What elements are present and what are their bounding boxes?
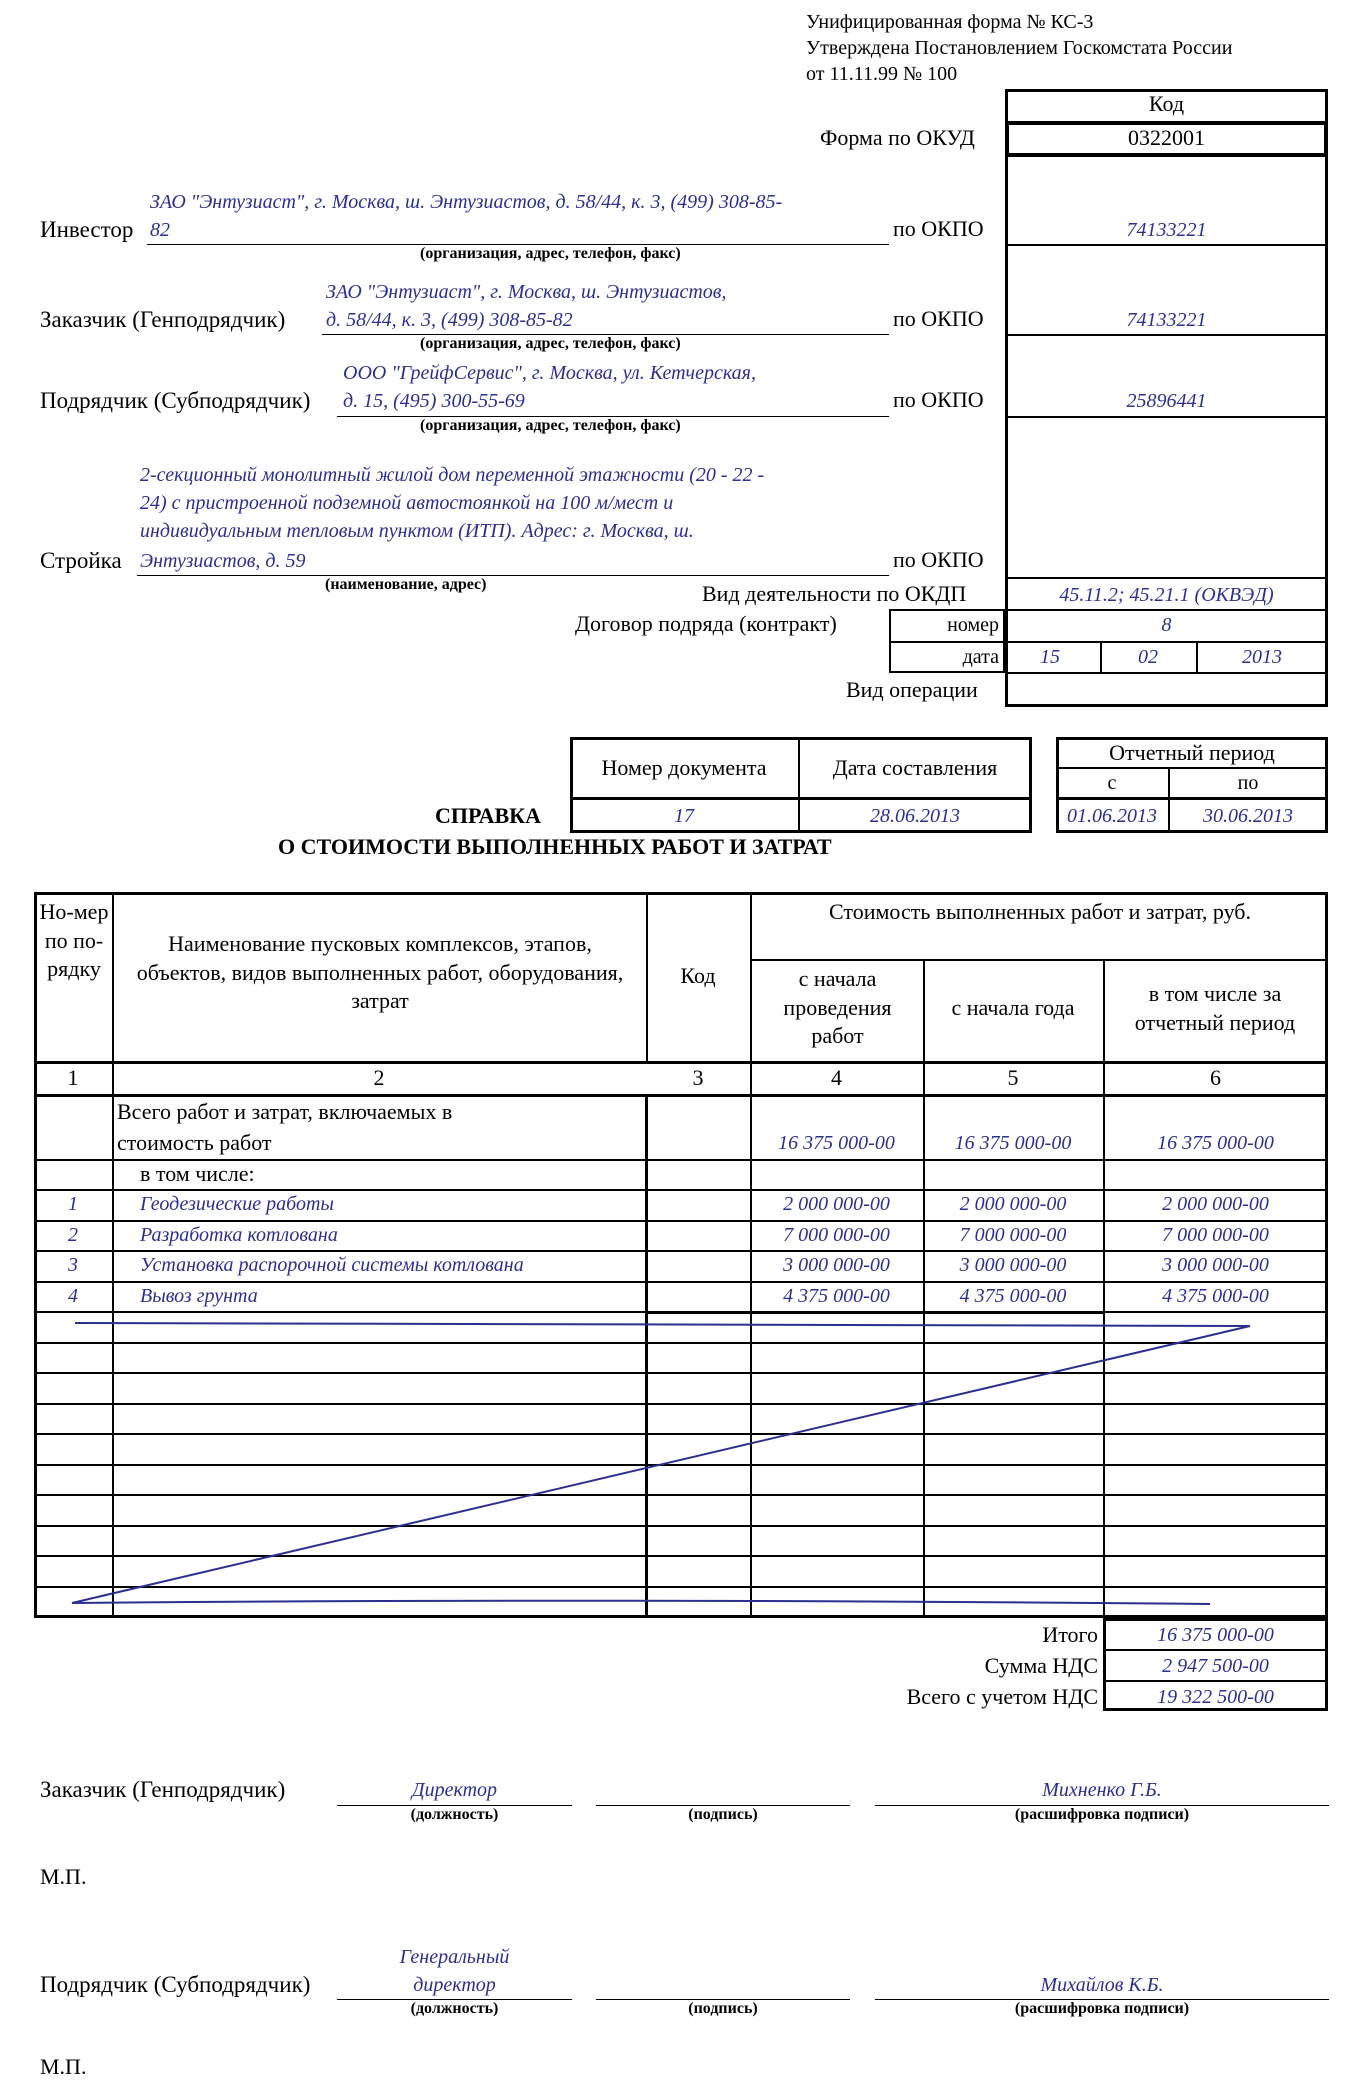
row-v1: 7 000 000-00 xyxy=(783,1224,890,1246)
row-name: Установка распорочной системы котлована xyxy=(140,1254,524,1276)
period-from-value: 01.06.2013 xyxy=(1067,805,1157,827)
doc-number-header: Номер документа xyxy=(601,755,767,780)
th-name: Наименование пусковых комплексов, этапов, объектов, видов выполненных работ, оборудования, затрат xyxy=(136,931,624,1014)
th-from-start: с начала проведения работ xyxy=(783,966,892,1049)
row-v3: 7 000 000-00 xyxy=(1162,1224,1269,1246)
total-vat-label: Всего с учетом НДС xyxy=(906,1684,1098,1709)
investor-label: Инвестор xyxy=(40,217,134,242)
okud-value: 0322001 xyxy=(1128,125,1205,150)
form-approved: Утверждена Постановлением Госкомстата России xyxy=(806,37,1233,59)
contract-date-day: 15 xyxy=(1040,646,1060,668)
itogo-label: Итого xyxy=(1042,1622,1098,1647)
sig-contractor-name: Михайлов К.Б. xyxy=(1040,1974,1164,1996)
th-number: Но-мер по по-рядку xyxy=(39,899,109,982)
contractor-label: Подрядчик (Субподрядчик) xyxy=(40,388,311,413)
contractor-caption: (организация, адрес, телефон, факс) xyxy=(420,417,681,434)
including-label: в том числе: xyxy=(140,1161,255,1186)
sig-contractor-cap-position: (должность) xyxy=(410,2000,499,2017)
vat-label: Сумма НДС xyxy=(984,1653,1098,1678)
contractor-okpo: 25896441 xyxy=(1126,390,1207,412)
investor-line2: 82 xyxy=(150,219,170,241)
row-name: Геодезические работы xyxy=(140,1193,334,1215)
sig-contractor-label: Подрядчик (Субподрядчик) xyxy=(40,1972,311,1997)
title-2: О СТОИМОСТИ ВЫПОЛНЕННЫХ РАБОТ И ЗАТРАТ xyxy=(278,834,832,859)
col-num-3: 3 xyxy=(692,1065,704,1090)
period-to-label: по xyxy=(1237,772,1259,794)
row-num: 2 xyxy=(68,1224,78,1246)
row-v1: 2 000 000-00 xyxy=(783,1193,890,1215)
investor-caption: (организация, адрес, телефон, факс) xyxy=(420,245,681,262)
row-v1: 3 000 000-00 xyxy=(783,1254,890,1276)
site-line4: Энтузиастов, д. 59 xyxy=(140,550,306,572)
form-name: Унифицированная форма № КС-3 xyxy=(806,11,1094,33)
th-from-year: с начала года xyxy=(951,995,1075,1020)
customer-okpo-label: по ОКПО xyxy=(893,306,984,331)
th-period: в том числе за отчетный период xyxy=(1134,981,1296,1035)
stamp-2: М.П. xyxy=(40,2054,87,2079)
doc-number-value: 17 xyxy=(674,805,694,827)
row-v2: 4 375 000-00 xyxy=(959,1285,1067,1307)
row-v2: 7 000 000-00 xyxy=(959,1224,1067,1246)
col-num-6: 6 xyxy=(1210,1065,1221,1090)
th-code: Код xyxy=(680,963,716,988)
investor-okpo: 74133221 xyxy=(1126,219,1207,241)
total-v3: 16 375 000-00 xyxy=(1157,1132,1274,1154)
col-num-5: 5 xyxy=(1007,1065,1019,1090)
customer-label: Заказчик (Генподрядчик) xyxy=(40,307,286,332)
row-num: 3 xyxy=(68,1254,78,1276)
row-v3: 2 000 000-00 xyxy=(1162,1193,1269,1215)
total-v2: 16 375 000-00 xyxy=(954,1132,1072,1154)
sig-contractor-position-1: Генеральный xyxy=(399,1946,510,1968)
sig-customer-cap-position: (должность) xyxy=(410,1806,499,1823)
okdp-value: 45.11.2; 45.21.1 (ОКВЭД) xyxy=(1059,584,1274,606)
okdp-label: Вид деятельности по ОКДП xyxy=(702,581,967,606)
sig-customer-cap-name: (расшифровка подписи) xyxy=(1014,1806,1190,1823)
row-num: 4 xyxy=(68,1285,78,1307)
total-name-2: стоимость работ xyxy=(117,1130,272,1155)
sig-contractor-position-2: директор xyxy=(413,1974,496,1996)
code-header: Код xyxy=(1148,91,1185,116)
site-okpo-label: по ОКПО xyxy=(893,547,984,572)
contract-date-month: 02 xyxy=(1138,646,1158,668)
contract-number-label: номер xyxy=(947,614,999,636)
doc-date-value: 28.06.2013 xyxy=(870,805,960,827)
period-from-label: с xyxy=(1107,772,1117,794)
total-name-1: Всего работ и затрат, включаемых в xyxy=(117,1099,453,1124)
row-v3: 4 375 000-00 xyxy=(1162,1285,1269,1307)
doc-date-header: Дата составления xyxy=(832,755,998,780)
row-v3: 3 000 000-00 xyxy=(1162,1254,1269,1276)
site-line2: 24) с пристроенной подземной автостоянкой на 100 м/мест и xyxy=(140,492,674,514)
sig-customer-cap-signature: (подпись) xyxy=(688,1806,758,1823)
vat-value: 2 947 500-00 xyxy=(1162,1655,1269,1677)
sig-contractor-cap-name: (расшифровка подписи) xyxy=(1014,2000,1190,2017)
stamp-1: М.П. xyxy=(40,1864,87,1889)
contract-number-value: 8 xyxy=(1161,614,1172,636)
period-header: Отчетный период xyxy=(1109,740,1275,765)
itogo-value: 16 375 000-00 xyxy=(1157,1624,1274,1646)
site-caption: (наименование, адрес) xyxy=(325,576,487,593)
customer-line1: ЗАО "Энтузиаст", г. Москва, ш. Энтузиастов, xyxy=(326,281,727,303)
okud-label: Форма по ОКУД xyxy=(820,125,975,150)
site-label: Стройка xyxy=(40,548,122,573)
contract-date-label: дата xyxy=(962,646,999,668)
total-vat-value: 19 322 500-00 xyxy=(1157,1686,1274,1708)
row-num: 1 xyxy=(68,1193,78,1215)
site-line3: индивидуальным тепловым пунктом (ИТП). Адрес: г. Москва, ш. xyxy=(140,520,694,542)
contractor-line1: ООО "ГрейфСервис", г. Москва, ул. Кетчерская, xyxy=(343,362,756,384)
contractor-okpo-label: по ОКПО xyxy=(893,387,984,412)
sig-contractor-cap-signature: (подпись) xyxy=(688,2000,758,2017)
title-1: СПРАВКА xyxy=(435,803,542,828)
operation-label: Вид операции xyxy=(846,677,978,702)
total-v1: 16 375 000-00 xyxy=(778,1132,895,1154)
row-v1: 4 375 000-00 xyxy=(783,1285,890,1307)
th-cost: Стоимость выполненных работ и затрат, руб. xyxy=(829,899,1251,924)
row-v2: 3 000 000-00 xyxy=(959,1254,1067,1276)
investor-okpo-label: по ОКПО xyxy=(893,216,984,241)
sig-customer-position: Директор xyxy=(411,1779,498,1801)
investor-line1: ЗАО "Энтузиаст", г. Москва, ш. Энтузиастов, д. 58/44, к. 3, (499) 308-85- xyxy=(150,191,783,213)
sig-customer-label: Заказчик (Генподрядчик) xyxy=(40,1777,286,1802)
sig-customer-name: Михненко Г.Б. xyxy=(1042,1779,1162,1801)
row-v2: 2 000 000-00 xyxy=(959,1193,1067,1215)
col-num-1: 1 xyxy=(67,1065,79,1090)
contract-label: Договор подряда (контракт) xyxy=(575,611,837,636)
col-num-2: 2 xyxy=(373,1065,385,1090)
row-name: Вывоз грунта xyxy=(140,1285,258,1307)
customer-line2: д. 58/44, к. 3, (499) 308-85-82 xyxy=(326,309,573,331)
col-num-4: 4 xyxy=(831,1065,842,1090)
form-approved-date: от 11.11.99 № 100 xyxy=(806,63,958,85)
customer-okpo: 74133221 xyxy=(1126,309,1207,331)
row-name: Разработка котлована xyxy=(140,1224,338,1246)
site-line1: 2-секционный монолитный жилой дом переменной этажности (20 - 22 - xyxy=(140,464,765,486)
contract-date-year: 2013 xyxy=(1242,646,1282,668)
customer-caption: (организация, адрес, телефон, факс) xyxy=(420,335,681,352)
period-to-value: 30.06.2013 xyxy=(1203,805,1293,827)
contractor-line2: д. 15, (495) 300-55-69 xyxy=(343,390,525,412)
